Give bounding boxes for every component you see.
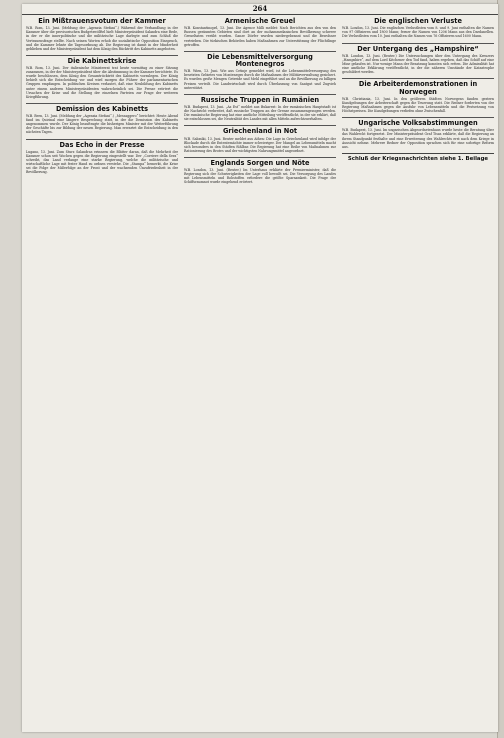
column-2	[184, 16, 336, 728]
article-text: W.B. Rom, 13. Juni. (Meldung der „Agenzia Stefani“.) Während der Verhandlung in der Kammer über die provisorischen Budgetzwölftel hielt Ministerpräsident Salandra eine Rede, in der er die innerpolitische und die militärische Lage darlegte und zum Schluß die Vertrauensfrage stellte. Nach seinen Worten erhob die sozialistische Opposition Einspruch, und die Kammer lehnte die Tagesordnung ab. Die Regierung ist damit in der Minderheit geblieben und der Ministerpräsident hat dem König den Rücktritt des Kabinetts angeboten.	[26, 26, 178, 51]
newspaper-page	[22, 4, 498, 732]
article-headline: Die Kabinettskrise	[67, 56, 137, 65]
divider	[26, 103, 178, 104]
article	[26, 18, 178, 51]
article-headline: Die Arbeiterdemonstrationen in Norwegen	[358, 80, 478, 96]
article-text: W.B. Wien, 13. Juni. Wie aus Cetinje gemeldet wird, ist die Lebensmittelversorgung des besetzten Gebietes von Montenegro durch die Maßnahmen der Militärverwaltung gesichert. Es wurden große Mengen Getreide und Mehl eingeführt und an die Bevölkerung zu billigen Preisen verteilt. Die Landwirtschaft wird durch Überlassung von Saatgut und Zugvieh unterstützt.	[184, 69, 336, 90]
article	[342, 120, 494, 149]
article	[26, 58, 178, 99]
article-headline: Ein Mißtrauensvotum der Kammer	[38, 17, 166, 25]
article-text: W.B. Rom, 13. Juni. Der italienische Ministerrat trat heute vormittag zu einer Sitzung zusammen, in der der Ministerpräsident über die Abstimmung in der Kammer berichtete. Es wurde beschlossen, dem König den Gesamtrücktritt des Kabinetts vorzulegen. Der König behielt sich die Entscheidung vor und wird morgen die Führer der parlamentarischen Gruppen empfangen. In politischen Kreisen verlautet, daß eine Neubildung des Kabinetts unter einem anderen Ministerpräsidenten wahrscheinlich sei. Die Presse erörtert die Ursachen der Krise und die Stellung der einzelnen Parteien zur Frage der weiteren Kriegführung.	[26, 66, 178, 99]
divider	[184, 51, 336, 52]
article-text: W.B. London, 13. Juni. Die englischen Verlustlisten vom 8. und 9. Juni enthalten die Namen von 97 Offizieren und 1800 Mann; ferner die Namen von 1206 Mann aus den Dardanellen. Die Verlustlisten vom 10. Juni enthalten die Namen von 76 Offizieren und 1600 Mann.	[342, 26, 494, 39]
article-headline: Griechenland in Not	[222, 127, 298, 136]
divider	[26, 139, 178, 140]
page-number: 264	[252, 4, 268, 13]
article-text: Lugano, 13. Juni. Zum Sturz Salandras erinnern die Blätter daran, daß die Mehrheit der Kammer schon seit Wochen gegen die Regierung eingestellt war. Der „Corriere della Sera“ schreibt, das Land verlange eine starke Regierung, welche die militärische und wirtschaftliche Lage mit fester Hand zu ordnen verstehe. Die „Stampa“ bemerkt, die Krise sei die Folge der Mißerfolge an der Front und der wachsenden Unzufriedenheit in der Bevölkerung.	[26, 149, 178, 175]
divider	[184, 125, 336, 126]
article-text: W.B. Bern, 13. Juni. (Meldung der „Agenzia Stefani“.) „Messaggero“ berichtet: Heute Abend fand im Quirinal eine längere Besprechung statt, in der die Demission des Kabinetts angenommen wurde. Der König beauftragte die bisherigen Minister mit der Weiterführung der Geschäfte bis zur Bildung der neuen Regierung. Man erwartet die Entscheidung in den nächsten Tagen.	[26, 114, 178, 135]
header-rule	[22, 14, 498, 15]
column-3	[342, 16, 494, 728]
article	[184, 128, 336, 153]
article	[342, 46, 494, 75]
article-text: W.B. London, 13. Juni. (Reuter.) Im Unterhaus erklärte der Premierminister, daß die Regierung sich der Schwierigkeiten der Lage voll bewußt sei. Die Versorgung des Landes mit Lebensmitteln und Rohstoffen erfordere die größte Sparsamkeit. Die Frage der Schiffsraumnot wurde eingehend erörtert.	[184, 168, 336, 185]
column-grid	[26, 16, 494, 728]
divider	[26, 55, 178, 56]
continuation-note: Schluß der Kriegsnachrichten siehe 1. Beilage	[342, 153, 494, 162]
divider	[184, 94, 336, 95]
article-headline: Demission des Kabinetts	[55, 104, 149, 113]
article	[184, 54, 336, 90]
divider	[342, 117, 494, 118]
article-text: W.B. Budapest, 13. Juni. Im ungarischen Abgeordnetenhaus wurde heute die Beratung über das Wahlrecht fortgesetzt. Der Ministerpräsident Graf Tisza erklärte, daß die Regierung an ihrem Standpunkt festhalte und eine Erweiterung des Wahlrechts erst nach dem Kriege in Aussicht nehme. Mehrere Redner der Opposition sprachen sich für eine sofortige Reform aus.	[342, 128, 494, 149]
article	[184, 160, 336, 185]
column-1	[26, 16, 178, 728]
divider	[184, 157, 336, 158]
article-text: W.B. Saloniki, 13. Juni. Reuter meldet aus Athen: Die Lage in Griechenland wird infolge der Blockade durch die Ententemächte immer schwieriger. Der Mangel an Lebensmitteln macht sich besonders in den Städten fühlbar. Die Regierung hat eine Reihe von Maßnahmen zur Rationierung des Brotes und der wichtigsten Nahrungsmittel angeordnet.	[184, 136, 336, 153]
article-headline: Ungarische Volksabstimmungen	[358, 119, 478, 128]
article-text: W.B. Konstantinopel, 13. Juni. Die Agence Milli meldet: Nach Berichten aus den von den Russen geräumten Gebieten sind dort an der mohammedanischen Bevölkerung schwere Greueltaten verübt worden. Ganze Dörfer wurden niedergebrannt und die Bewohner vertrieben. Die türkischen Behörden haben Maßnahmen zur Unterstützung der Flüchtlinge getroffen.	[184, 26, 336, 47]
article-headline: Der Untergang des „Hampshire“	[357, 44, 479, 53]
article	[26, 106, 178, 135]
adjacent-page-edge	[497, 0, 504, 738]
article	[26, 142, 178, 175]
article-text: W.B. London, 13. Juni. (Reuter.) Die Untersuchungen über den Untergang des Kreuzers „Hampshire“, auf dem Lord Kitchener den Tod fand, haben ergeben, daß das Schiff auf eine Mine gelaufen ist. Nur wenige Mann der Besatzung konnten sich retten. Die Admiralität hat eine amtliche Erklärung veröffentlicht, in der die näheren Umstände der Katastrophe geschildert werden.	[342, 53, 494, 75]
article	[184, 18, 336, 47]
article-text: W.B. Christiania, 13. Juni. In den größeren Städten Norwegens fanden gestern Kundgebungen der Arbeiterschaft gegen die Teuerung statt. Die Redner forderten von der Regierung Maßnahmen gegen die Ausfuhr von Lebensmitteln und die Festsetzung von Höchstpreisen. Die Kundgebungen verliefen ohne Zwischenfall.	[342, 96, 494, 114]
article-headline: Englands Sorgen und Nöte	[210, 158, 310, 167]
article	[342, 18, 494, 39]
article	[184, 97, 336, 122]
article-text: W.B. Budapest, 13. Juni. „Az Est“ meldet aus Bukarest: In der rumänischen Hauptstadt ist die Nachricht verbreitet, daß russische Truppen an der Grenze zusammengezogen werden. Die rumänische Regierung hat eine amtliche Mitteilung veröffentlicht, in der sie erklärt, daß sie entschlossen sei, die Neutralität des Landes mit allen Mitteln aufrechtzuerhalten.	[184, 104, 336, 122]
article-headline: Russische Truppen in Rumänien	[200, 95, 320, 104]
article-headline: Armenische Greuel	[224, 17, 296, 25]
divider	[342, 78, 494, 79]
article-headline: Die Lebensmittelversorgung Montenegros	[207, 52, 313, 68]
article-headline: Das Echo in der Presse	[59, 140, 145, 149]
article	[342, 81, 494, 113]
article-headline: Die englischen Verluste	[374, 17, 462, 25]
divider	[342, 43, 494, 44]
